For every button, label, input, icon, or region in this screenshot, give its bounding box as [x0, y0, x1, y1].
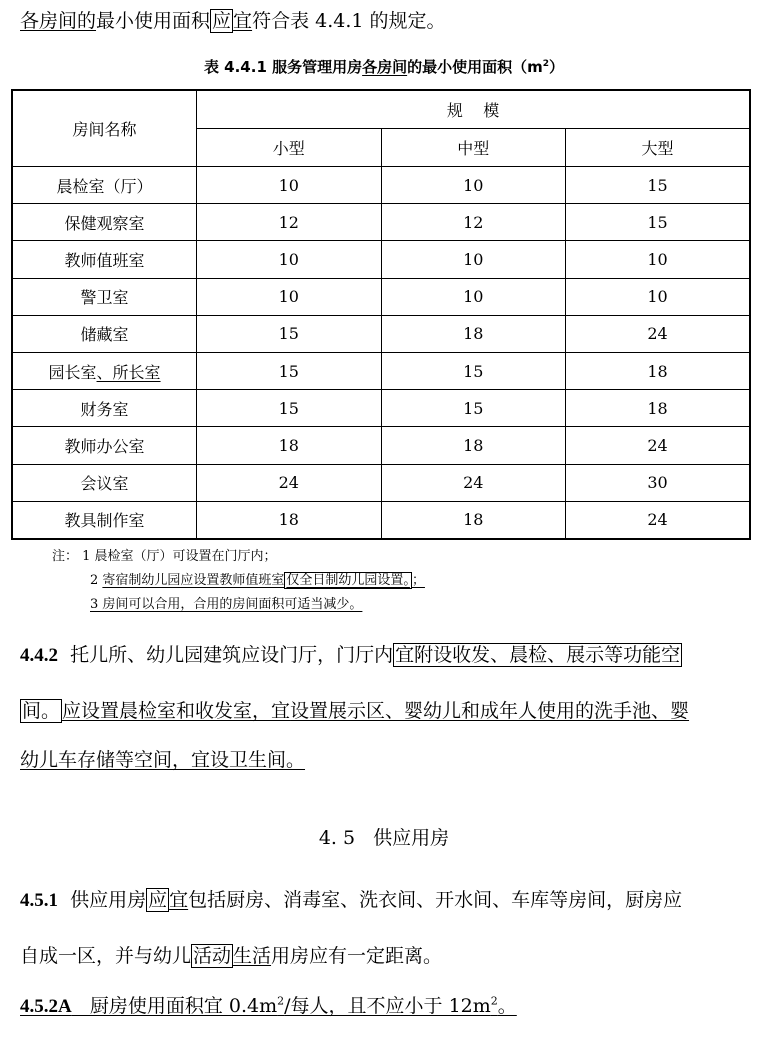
notes-label: 注： [52, 549, 79, 564]
small-value: 12 [197, 204, 381, 241]
large-value: 10 [566, 241, 751, 278]
p452a-text-b: /每人，且不应小于 12m [284, 995, 491, 1017]
header-large: 大型 [566, 129, 751, 167]
large-value: 15 [566, 204, 751, 241]
small-value: 10 [197, 167, 381, 204]
room-name: 会议室 [12, 464, 197, 501]
note-2-num: 2 [90, 573, 103, 588]
p442-line1 [20, 640, 682, 667]
p452a-sup1: 2 [277, 994, 285, 1008]
medium-value: 18 [381, 315, 565, 352]
small-value: 24 [197, 464, 381, 501]
small-value: 18 [197, 427, 381, 464]
medium-value: 15 [381, 390, 565, 427]
room-name [12, 352, 197, 389]
small-value: 10 [197, 241, 381, 278]
small-value: 15 [197, 352, 381, 389]
room-name: 教师办公室 [12, 427, 197, 464]
p451-boxed-activity: 活动 [193, 945, 232, 967]
caption-pre: 表 4.4.1 服务管理用房 [203, 58, 363, 76]
medium-value: 10 [381, 167, 565, 204]
p451-boxed-ying: 应 [148, 889, 168, 911]
note-2-c: ； [411, 573, 425, 588]
p451-underlined-yi: 宜 [169, 889, 189, 911]
p442-line2 [20, 696, 689, 723]
large-value: 10 [566, 278, 751, 315]
caption-end: ） [549, 58, 565, 76]
table-row [12, 464, 750, 501]
medium-value: 18 [381, 501, 565, 539]
caption-sup: 2 [542, 59, 550, 69]
table-notes [52, 545, 425, 617]
note-3-text: 3 房间可以合用，合用的房间面积可适当减少。 [90, 597, 363, 612]
large-value: 15 [566, 167, 751, 204]
p442-line3-text: 幼儿车存储等空间，宜设卫生间。 [20, 749, 306, 771]
large-value: 24 [566, 501, 751, 539]
p451-line2 [20, 941, 442, 968]
p442-line2-b: 应设置晨检室和收发室，宜 [62, 700, 291, 722]
small-value: 15 [197, 315, 381, 352]
intro-sentence [20, 6, 446, 33]
p452a-number: 4.5.2A [20, 996, 72, 1017]
room-name: 财务室 [12, 390, 197, 427]
note-1-text: 1 晨检室（厅）可设置在门厅内； [82, 549, 277, 564]
p442-line2-boxed: 间。 [22, 700, 61, 722]
intro-part1: 各房间的 [20, 10, 97, 32]
room-name: 教具制作室 [12, 501, 197, 539]
room-name: 储藏室 [12, 315, 197, 352]
intro-part2: 最小使用面积 [96, 10, 211, 32]
table-row [12, 427, 750, 464]
p451-line1 [20, 885, 682, 912]
intro-part5: 符合表 4.4.1 的规定。 [252, 10, 446, 32]
medium-value: 12 [381, 204, 565, 241]
p451-underlined-life: 生活 [233, 945, 272, 967]
medium-value: 10 [381, 278, 565, 315]
large-value: 18 [566, 352, 751, 389]
small-value: 18 [197, 501, 381, 539]
p451-number: 4.5.1 [20, 890, 58, 911]
header-medium: 中型 [381, 129, 565, 167]
room-name-a: 园长室 [48, 362, 97, 382]
caption-post: 的最小使用面积（m [407, 58, 543, 76]
p442-line1-a: 托儿所、幼儿园建筑应设门厅，门厅内 [58, 644, 394, 666]
small-value: 10 [197, 278, 381, 315]
table-row [12, 352, 750, 389]
table-row [12, 315, 750, 352]
header-room-name: 房间名称 [12, 90, 197, 167]
large-value: 24 [566, 427, 751, 464]
p451-line1-a: 供应用房 [58, 889, 147, 911]
large-value: 30 [566, 464, 751, 501]
p452a-line [20, 991, 517, 1018]
room-name: 保健观察室 [12, 204, 197, 241]
header-scale: 规 模 [197, 90, 750, 129]
small-value: 15 [197, 390, 381, 427]
large-value: 24 [566, 315, 751, 352]
p452a-text-c: 。 [497, 995, 517, 1017]
medium-value: 15 [381, 352, 565, 389]
intro-boxed-ying: 应 [212, 10, 232, 32]
p451-line2-a: 自成一区，并与幼儿 [20, 945, 192, 967]
large-value: 18 [566, 390, 751, 427]
room-name: 晨检室（厅） [12, 167, 197, 204]
note-2 [52, 569, 425, 593]
note-1 [52, 545, 425, 569]
medium-value: 24 [381, 464, 565, 501]
section-title: 4. 5 供应用房 [318, 827, 450, 849]
p442-line1-boxed: 宜附设收发、晨检、展示等功能空 [395, 644, 681, 666]
note-3 [52, 593, 425, 617]
medium-value: 18 [381, 427, 565, 464]
table-row [12, 241, 750, 278]
p452a-sup2: 2 [490, 994, 498, 1008]
room-name: 警卫室 [12, 278, 197, 315]
area-table [11, 89, 751, 540]
table-row [12, 501, 750, 539]
note-2-a: 寄宿制幼儿园应设置教师值班室 [102, 573, 285, 588]
p442-number: 4.4.2 [20, 645, 58, 666]
room-name: 教师值班室 [12, 241, 197, 278]
table-row [12, 278, 750, 315]
room-name-b-underlined: 、所长室 [96, 362, 161, 382]
medium-value: 10 [381, 241, 565, 278]
intro-underlined-yi: 宜 [233, 10, 253, 32]
caption-underlined: 各房间 [362, 58, 408, 76]
p442-line3 [20, 745, 305, 772]
table-row [12, 204, 750, 241]
p452a-text-a: 厨房使用面积宜 0.4m [71, 995, 278, 1017]
table-caption [0, 56, 768, 77]
table-row [12, 167, 750, 204]
p442-line2-c: 设置展示区、婴幼儿和成年人使用的洗手池、婴 [290, 700, 690, 722]
note-2-boxed: 仅全日制幼儿园设置。 [286, 573, 410, 588]
header-small: 小型 [197, 129, 381, 167]
p451-line1-d: 包括厨房、消毒室、洗衣间、开水间、车库等房间，厨房应 [188, 889, 683, 911]
table-row [12, 390, 750, 427]
p451-line2-d: 用房应有一定距离。 [271, 945, 443, 967]
